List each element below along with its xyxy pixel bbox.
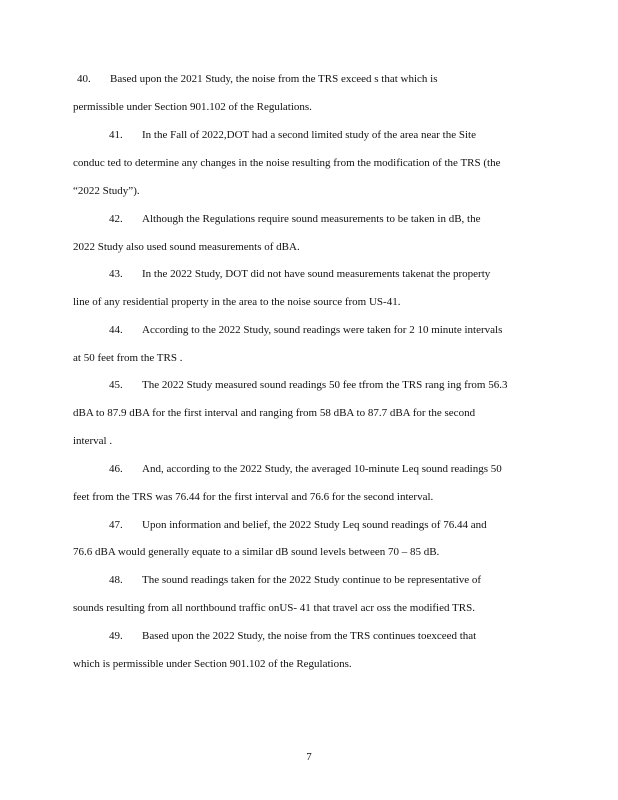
paragraph-49-line-2: which is permissible under Section 901.102 of the Regulations. <box>73 658 352 670</box>
paragraph-number: 40. <box>77 73 91 85</box>
paragraph-43-line-1 <box>109 267 545 281</box>
paragraph-text: According to the 2022 Study, sound readings were taken for 2 10 minute intervals <box>142 324 503 336</box>
paragraph-41-line-3: “2022 Study”). <box>73 185 140 197</box>
paragraph-40-line-1 <box>77 72 545 86</box>
paragraph-text: In the Fall of 2022,DOT had a second limited study of the area near the Site <box>142 129 476 141</box>
paragraph-45-line-1 <box>109 378 545 392</box>
paragraph-43-line-2: line of any residential property in the area to the noise source from US-41. <box>73 296 401 308</box>
paragraph-number: 48. <box>109 574 123 586</box>
paragraph-42-line-2: 2022 Study also used sound measurements of dBA. <box>73 241 300 253</box>
paragraph-text: Based upon the 2022 Study, the noise from the TRS continues toexceed that <box>142 630 477 642</box>
paragraph-48-line-1 <box>109 573 545 587</box>
paragraph-number: 49. <box>109 630 123 642</box>
paragraph-47-line-2: 76.6 dBA would generally equate to a similar dB sound levels between 70 – 85 dB. <box>73 546 440 558</box>
paragraph-41-line-1 <box>109 128 545 142</box>
paragraph-40-line-2: permissible under Section 901.102 of the Regulations. <box>73 101 312 113</box>
paragraph-42-line-1 <box>109 212 545 226</box>
paragraph-number: 47. <box>109 519 123 531</box>
paragraph-47-line-1 <box>109 518 545 532</box>
paragraph-49-line-1 <box>109 629 545 643</box>
paragraph-44-line-1 <box>109 323 545 337</box>
paragraph-number: 42. <box>109 213 123 225</box>
paragraph-46-line-2: feet from the TRS was 76.44 for the first interval and 76.6 for the second interval. <box>73 491 434 503</box>
paragraph-text: Although the Regulations require sound measurements to be taken in dB, the <box>142 213 481 225</box>
paragraph-45-line-3: interval . <box>73 435 113 447</box>
paragraph-44-line-2: at 50 feet from the TRS . <box>73 352 183 364</box>
paragraph-text: Upon information and belief, the 2022 Study Leq sound readings of 76.44 and <box>142 519 487 531</box>
paragraph-number: 45. <box>109 379 123 391</box>
paragraph-48-line-2: sounds resulting from all northbound traffic onUS- 41 that travel acr oss the modified TRS. <box>73 602 475 614</box>
paragraph-number: 46. <box>109 463 123 475</box>
paragraph-text: Based upon the 2021 Study, the noise from the TRS exceed s that which is <box>110 73 438 85</box>
paragraph-number: 41. <box>109 129 123 141</box>
paragraph-text: In the 2022 Study, DOT did not have sound measurements takenat the property <box>142 268 491 280</box>
paragraph-text: And, according to the 2022 Study, the averaged 10-minute Leq sound readings 50 <box>142 463 502 475</box>
paragraph-number: 43. <box>109 268 123 280</box>
paragraph-46-line-1 <box>109 462 545 476</box>
paragraph-45-line-2: dBA to 87.9 dBA for the first interval and ranging from 58 dBA to 87.7 dBA for the second <box>73 407 476 419</box>
paragraph-41-line-2: conduc ted to determine any changes in the noise resulting from the modification of the TRS (the <box>73 157 501 169</box>
paragraph-text: The sound readings taken for the 2022 Study continue to be representative of <box>142 574 482 586</box>
paragraph-number: 44. <box>109 324 123 336</box>
page-number: 7 <box>306 751 312 763</box>
paragraph-text: The 2022 Study measured sound readings 50 fee tfrom the TRS rang ing from 56.3 <box>142 379 508 391</box>
